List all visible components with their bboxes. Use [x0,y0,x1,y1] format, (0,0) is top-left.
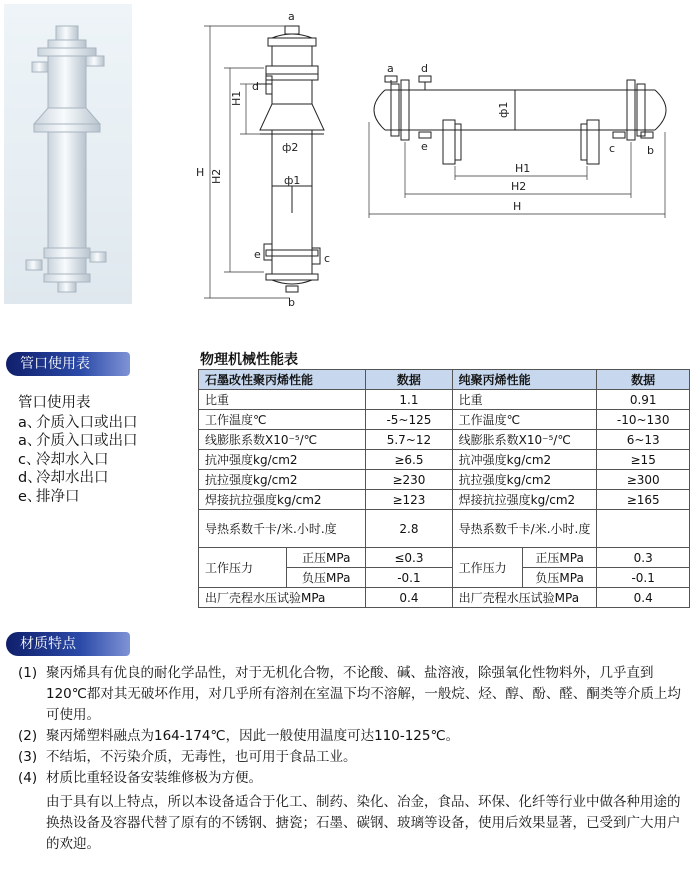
feature-text: 材质比重轻设备安装维修极为方便。 [46,770,262,786]
header-left-value: 数据 [366,370,452,390]
cell-right-value: -10~130 [597,410,690,430]
properties-table [198,369,690,608]
cell-left-value: -0.1 [366,568,452,588]
port-item [18,451,138,470]
feature-number: (1) [18,665,38,681]
table-row [199,430,690,450]
table-title: 物理机械性能表 [200,352,298,368]
table-row [199,470,690,490]
table-row-pressure-positive [199,548,690,568]
cell-left-property: 抗冲强度kg/cm2 [199,450,366,470]
header-right: 纯聚丙烯性能 [452,370,597,390]
feature-item [18,768,690,789]
port-label: 介质入口或出口 [36,414,138,431]
heat-exchanger-illustration [4,4,132,304]
feature-text: 不结垢，不污染介质，无毒性，也可用于食品工业。 [46,749,357,765]
cell-right-property: 工作温度℃ [452,410,597,430]
label-b-horizontal: b [647,144,654,157]
port-key: e、 [18,488,42,505]
label-c: c [324,252,331,265]
table-row-factory-test [199,588,690,608]
label-h2-horizontal: H2 [511,180,527,193]
label-e-horizontal: e [421,140,428,153]
port-list-title: 管口使用表 [18,395,91,411]
table-header-row [199,370,690,390]
cell-right-value: 0.4 [597,588,690,608]
port-key: a、 [18,433,42,449]
cell-right-value: ≥15 [597,450,690,470]
cell-left-value: ≥230 [366,470,452,490]
table-row [199,410,690,430]
cell-left-value: 0.4 [366,588,452,608]
header-right-value: 数据 [597,370,690,390]
table-row [199,450,690,470]
label-d: d [252,80,259,93]
cell-left-property: 出厂壳程水压试验MPa [199,588,366,608]
label-h: H [196,166,205,179]
port-key: c、 [18,451,41,468]
material-banner: 材质特点 [6,632,130,656]
cell-right-value: -0.1 [597,568,690,588]
cell-left-property: 线膨胀系数X10⁻⁵/℃ [199,430,366,450]
cell-right-value: ≥300 [597,470,690,490]
cell-right-property: 抗拉强度kg/cm2 [452,470,597,490]
cell-right-value: ≥165 [597,490,690,510]
port-label: 冷却水入口 [36,451,109,468]
cell-pressure-label: 工作压力 [199,548,287,588]
table-row [199,390,690,410]
table-row [199,490,690,510]
port-item [18,488,138,507]
port-label: 冷却水出口 [36,470,109,486]
port-label: 排净口 [36,488,80,505]
product-photo [4,4,132,304]
cell-right-property: 线膨胀系数X10⁻⁵/℃ [452,430,597,450]
closing-paragraph: 由于具有以上特点，所以本设备适合于化工、制药、染化、冶金，食品、环保、化纤等行业中做各种用途的换热设备及容器代替了原有的不锈钢、搪瓷；石墨、碳钢、玻璃等设备，使用后效果显著，已受到广大用户的欢迎。 [46,794,681,852]
port-list [18,394,138,506]
cell-right-property: 导热系数千卡/米.小时.度 [452,510,597,548]
feature-number: (3) [18,749,38,765]
cell-left-property: 焊接抗拉强度kg/cm2 [199,490,366,510]
cell-left-property: 抗拉强度kg/cm2 [199,470,366,490]
feature-text: 聚丙烯具有优良的耐化学品性，对于无机化合物，不论酸、碱、盐溶液，除强氧化性物料外，几乎直到120℃都对其无破坏作用，对几乎所有溶剂在室温下均不溶解，一般烷、烃、醇、酚、醛、酮类等介质上均可使用。 [46,665,681,723]
cell-left-value: 1.1 [366,390,452,410]
cell-right-value: 0.3 [597,548,690,568]
cell-left-property: 导热系数千卡/米.小时.度 [199,510,366,548]
cell-left-value: 2.8 [366,510,452,548]
port-key: a、 [18,414,42,431]
cell-left-value: ≥123 [366,490,452,510]
ports-banner: 管口使用表 [6,352,130,376]
label-h2: H2 [210,168,223,184]
cell-left-value: -5~125 [366,410,452,430]
label-e: e [254,248,261,261]
port-item [18,414,138,433]
label-d-horizontal: d [421,62,428,75]
label-b: b [288,296,295,308]
cell-negative-label: 负压MPa [287,568,366,588]
feature-number: (4) [18,770,38,786]
material-features [18,663,690,855]
table-row-thermal [199,510,690,548]
feature-item [18,747,690,768]
cell-positive-label: 正压MPa [287,548,366,568]
label-phi1: ф1 [284,174,301,187]
label-c-horizontal: c [609,142,616,155]
cell-left-value: 5.7~12 [366,430,452,450]
header-left: 石墨改性聚丙烯性能 [199,370,366,390]
cell-right-property: 焊接抗拉强度kg/cm2 [452,490,597,510]
cell-left-value: ≤0.3 [366,548,452,568]
label-phi1-horizontal: ф1 [497,101,510,118]
vertical-exchanger-drawing [190,8,340,308]
label-phi2: ф2 [282,141,299,154]
label-h1-horizontal: H1 [515,162,531,175]
port-item [18,432,138,451]
cell-negative-label: 负压MPa [522,568,596,588]
cell-right-value: 0.91 [597,390,690,410]
feature-text: 聚丙烯塑料融点为164-174℃，因此一般使用温度可达110-125℃。 [46,728,460,744]
horizontal-exchanger-drawing [355,62,685,222]
cell-positive-label: 正压MPa [522,548,596,568]
cell-right-property: 出厂壳程水压试验MPa [452,588,597,608]
label-h-horizontal: H [513,200,522,213]
port-key: d、 [18,470,42,486]
cell-left-property: 比重 [199,390,366,410]
cell-right-property: 抗冲强度kg/cm2 [452,450,597,470]
cell-left-property: 工作温度℃ [199,410,366,430]
port-label: 介质入口或出口 [36,433,138,449]
cell-right-property: 比重 [452,390,597,410]
cell-left-value: ≥6.5 [366,450,452,470]
feature-item [18,663,690,726]
label-h1: H1 [230,90,243,106]
feature-item [18,726,690,747]
cell-right-value: 6~13 [597,430,690,450]
label-a-horizontal: a [387,62,394,75]
feature-number: (2) [18,728,38,744]
label-a: a [288,10,295,23]
port-item [18,469,138,488]
cell-right-value [597,510,690,548]
cell-pressure-label: 工作压力 [452,548,522,588]
